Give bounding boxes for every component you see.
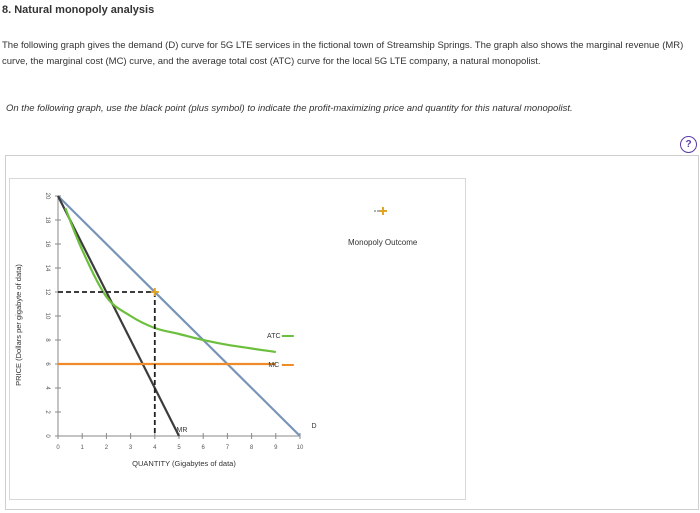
y-tick-label: 6 <box>44 362 50 366</box>
tool-dot <box>374 210 376 212</box>
x-tick-label: 7 <box>225 445 230 451</box>
chart-axes <box>55 196 300 439</box>
monopoly-outcome-label: Monopoly Outcome <box>348 238 418 247</box>
x-tick-label: 10 <box>296 445 304 451</box>
series-atc-line <box>65 208 276 352</box>
chart-series <box>58 196 300 436</box>
y-tick-label: 0 <box>44 434 50 438</box>
x-tick-label: 0 <box>56 445 60 451</box>
series-atc-label: ATC <box>267 333 281 340</box>
series-mr-line <box>58 196 179 436</box>
monopoly-outcome-tool[interactable] <box>372 205 392 221</box>
y-tick-label: 20 <box>44 192 50 200</box>
x-tick-label: 3 <box>128 445 133 451</box>
plus-point-icon[interactable] <box>372 205 392 221</box>
series-mr-label: MR <box>176 427 188 434</box>
y-axis-title: PRICE (Dollars per gigabyte of data) <box>14 264 23 386</box>
y-tick-label: 8 <box>44 338 50 342</box>
y-tick-label: 2 <box>44 410 50 414</box>
y-tick-label: 10 <box>44 312 50 320</box>
x-tick-label: 4 <box>153 445 157 451</box>
y-tick-label: 14 <box>44 264 50 272</box>
question-instruction: On the following graph, use the black point (plus symbol) to indicate the profit-maximizing price and quantity for this natural monopolist. <box>6 103 573 114</box>
series-d-label: D <box>311 423 317 430</box>
x-tick-label: 8 <box>249 445 254 451</box>
series-d-line <box>58 196 300 436</box>
question-title: 8. Natural monopoly analysis <box>2 4 155 16</box>
help-button[interactable]: ? <box>680 136 697 153</box>
y-tick-label: 18 <box>44 216 50 224</box>
y-tick-label: 16 <box>44 240 50 248</box>
x-axis-title: QUANTITY (Gigabytes of data) <box>132 459 236 468</box>
y-tick-label: 12 <box>44 288 50 296</box>
x-tick-label: 1 <box>80 445 84 451</box>
y-tick-label: 4 <box>44 386 50 390</box>
x-tick-label: 6 <box>201 445 205 451</box>
x-tick-label: 2 <box>104 445 109 451</box>
x-tick-label: 5 <box>177 445 181 451</box>
question-description: The following graph gives the demand (D) curve for 5G LTE services in the fictional town of Streamship Springs. The graph also shows the marginal revenue (MR) curve, the marginal cost (MC) curve, and the average total cost (ATC) curve for the local 5G LTE company, a natural monopolist. <box>2 40 684 67</box>
x-tick-label: 9 <box>274 445 278 451</box>
series-mc-label: MC <box>268 362 280 369</box>
tool-dot <box>377 210 379 212</box>
